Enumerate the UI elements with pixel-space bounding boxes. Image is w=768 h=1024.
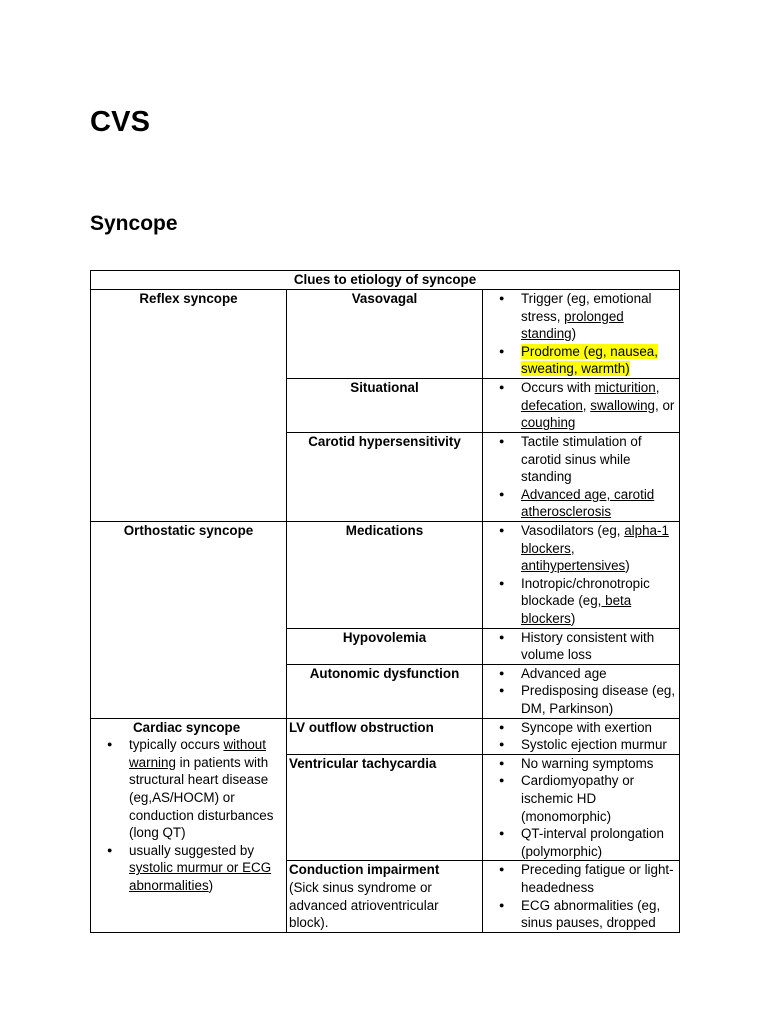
subtype-lv-outflow-obstruction: LV outflow obstruction — [287, 718, 483, 754]
table-caption: Clues to etiology of syncope — [91, 271, 680, 290]
clues-vasovagal — [483, 290, 680, 379]
list-item: ● Advanced age, carotid atherosclerosis — [521, 486, 677, 521]
list-item: ● Trigger (eg, emotional stress, prolonged standing) — [521, 290, 677, 343]
list-item: ● Predisposing disease (eg, DM, Parkinson) — [521, 682, 677, 717]
table-row — [91, 718, 680, 754]
list-item: ● ECG abnormalities (eg, sinus pauses, dropped — [521, 897, 677, 932]
clues-carotid — [483, 432, 680, 521]
subtype-conduction-label: Conduction impairment — [289, 862, 440, 878]
clues-situational — [483, 378, 680, 432]
section-heading: Syncope — [90, 212, 178, 235]
list-item: ● usually suggested by systolic murmur or ECG abnormalities) — [129, 842, 284, 895]
list-item: ● typically occurs without warning in patients with structural heart disease (eg,AS/HOCM) or conduction disturbances (long QT) — [129, 736, 284, 842]
list-item — [521, 343, 677, 378]
list-item: ● Inotropic/chronotropic blockade (eg, beta blockers) — [521, 575, 677, 628]
list-item: ● History consistent with volume loss — [521, 629, 677, 664]
list-item: ● Systolic ejection murmur — [521, 736, 677, 754]
subtype-conduction-impairment — [287, 861, 483, 932]
clues-vt — [483, 754, 680, 861]
list-item: ● No warning symptoms — [521, 755, 677, 773]
subtype-autonomic-dysfunction: Autonomic dysfunction — [287, 664, 483, 718]
list-item: ● QT-interval prolongation (polymorphic) — [521, 825, 677, 860]
list-item: ● Cardiomyopathy or ischemic HD (monomorphic) — [521, 772, 677, 825]
category-orthostatic: Orthostatic syncope — [91, 521, 287, 718]
subtype-ventricular-tachycardia: Ventricular tachycardia — [287, 754, 483, 861]
subtype-medications: Medications — [287, 521, 483, 628]
list-item: ● Vasodilators (eg, alpha-1 blockers, antihypertensives) — [521, 522, 677, 575]
clues-lvot — [483, 718, 680, 754]
subtype-carotid-hypersensitivity: Carotid hypersensitivity — [287, 432, 483, 521]
clues-medications — [483, 521, 680, 628]
category-cardiac — [91, 718, 287, 932]
list-item: ● Preceding fatigue or light-headedness — [521, 861, 677, 896]
syncope-etiology-table — [90, 270, 680, 933]
subtype-hypovolemia: Hypovolemia — [287, 628, 483, 664]
category-cardiac-label: Cardiac syncope — [133, 719, 241, 735]
list-item: ● Occurs with micturition, defecation, swallowing, or coughing — [521, 379, 677, 432]
list-item: ● Tactile stimulation of carotid sinus while standing — [521, 433, 677, 486]
list-item: ● Syncope with exertion — [521, 719, 677, 737]
clues-hypovolemia — [483, 628, 680, 664]
subtype-conduction-desc: (Sick sinus syndrome or advanced atrioventricular block). — [289, 880, 439, 931]
page-title: CVS — [90, 106, 151, 138]
table-caption-row — [91, 271, 680, 290]
list-item: ● Advanced age — [521, 665, 677, 683]
table-row — [91, 521, 680, 628]
highlighted-text: Prodrome (eg, nausea, sweating, warmth) — [521, 343, 658, 377]
cardiac-notes — [93, 736, 284, 894]
subtype-situational: Situational — [287, 378, 483, 432]
clues-autonomic — [483, 664, 680, 718]
subtype-vasovagal: Vasovagal — [287, 290, 483, 379]
table-row — [91, 290, 680, 379]
category-reflex: Reflex syncope — [91, 290, 287, 522]
clues-conduction — [483, 861, 680, 932]
